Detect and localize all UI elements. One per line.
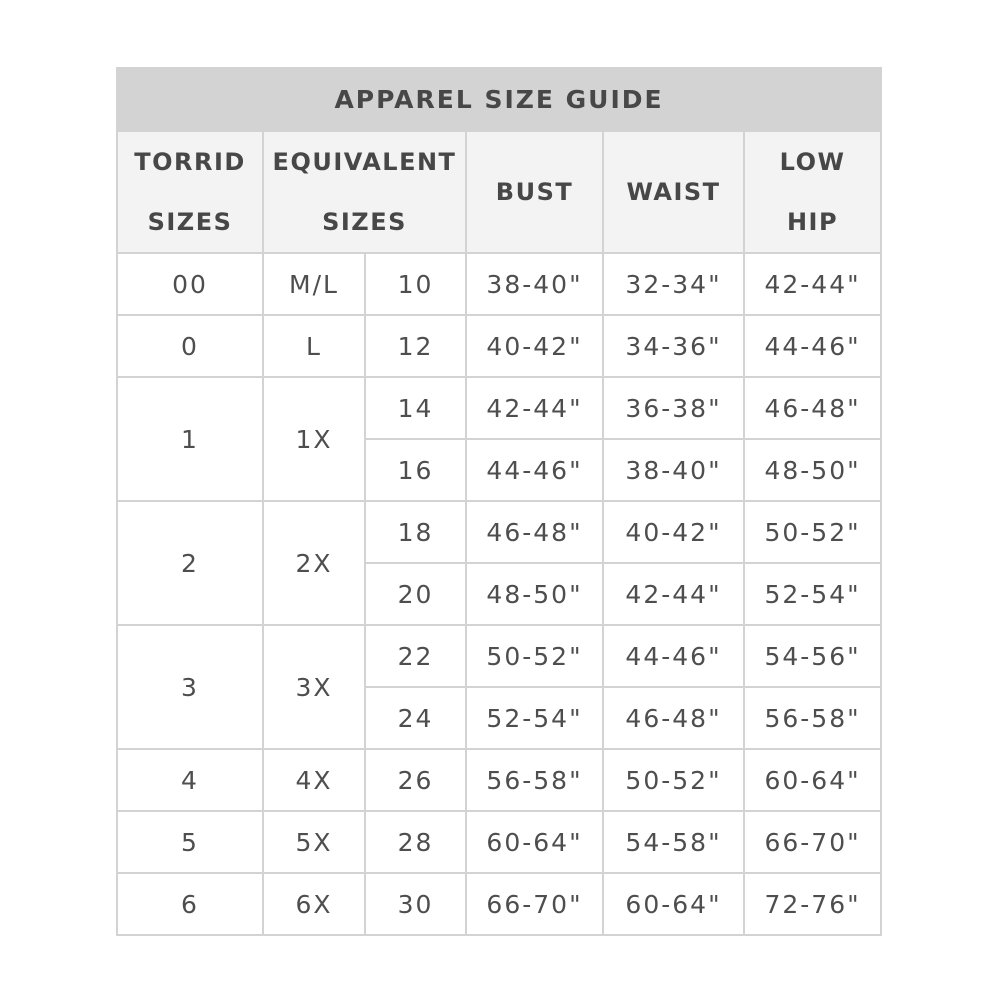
table-row xyxy=(117,749,881,811)
waist-cell: 54-58" xyxy=(603,811,744,873)
numeric-size-cell: 16 xyxy=(365,439,466,501)
header-bust: BUST xyxy=(466,131,603,253)
bust-cell: 42-44" xyxy=(466,377,603,439)
equivalent-size-cell: 5X xyxy=(263,811,365,873)
numeric-size-cell: 14 xyxy=(365,377,466,439)
bust-cell: 52-54" xyxy=(466,687,603,749)
low-hip-cell: 48-50" xyxy=(744,439,881,501)
bust-cell: 46-48" xyxy=(466,501,603,563)
waist-cell: 46-48" xyxy=(603,687,744,749)
bust-cell: 56-58" xyxy=(466,749,603,811)
table-row xyxy=(117,315,881,377)
low-hip-cell: 50-52" xyxy=(744,501,881,563)
numeric-size-cell: 18 xyxy=(365,501,466,563)
torrid-size-cell: 00 xyxy=(117,253,263,315)
numeric-size-cell: 28 xyxy=(365,811,466,873)
header-equivalent-sizes-line2: SIZES xyxy=(322,208,407,236)
numeric-size-cell: 26 xyxy=(365,749,466,811)
header-low-hip-line1: LOW xyxy=(779,148,846,176)
equivalent-size-cell: 1X xyxy=(263,377,365,501)
low-hip-cell: 72-76" xyxy=(744,873,881,935)
bust-cell: 44-46" xyxy=(466,439,603,501)
waist-cell: 38-40" xyxy=(603,439,744,501)
numeric-size-cell: 22 xyxy=(365,625,466,687)
numeric-size-cell: 24 xyxy=(365,687,466,749)
equivalent-size-cell: L xyxy=(263,315,365,377)
header-low-hip xyxy=(744,131,881,253)
low-hip-cell: 52-54" xyxy=(744,563,881,625)
torrid-size-cell: 6 xyxy=(117,873,263,935)
header-torrid-sizes xyxy=(117,131,263,253)
waist-cell: 50-52" xyxy=(603,749,744,811)
equivalent-size-cell: M/L xyxy=(263,253,365,315)
numeric-size-cell: 30 xyxy=(365,873,466,935)
equivalent-size-cell: 2X xyxy=(263,501,365,625)
torrid-size-cell: 4 xyxy=(117,749,263,811)
low-hip-cell: 42-44" xyxy=(744,253,881,315)
equivalent-size-cell: 4X xyxy=(263,749,365,811)
header-low-hip-line2: HIP xyxy=(786,208,839,236)
waist-cell: 44-46" xyxy=(603,625,744,687)
header-torrid-sizes-line1: TORRID xyxy=(134,148,246,176)
equivalent-size-cell: 6X xyxy=(263,873,365,935)
torrid-size-cell: 1 xyxy=(117,377,263,501)
table-title: APPAREL SIZE GUIDE xyxy=(117,68,881,131)
size-guide-table xyxy=(116,67,882,936)
bust-cell: 60-64" xyxy=(466,811,603,873)
table-row xyxy=(117,377,881,439)
table-row xyxy=(117,253,881,315)
title-row xyxy=(117,68,881,131)
torrid-size-cell: 5 xyxy=(117,811,263,873)
waist-cell: 32-34" xyxy=(603,253,744,315)
torrid-size-cell: 2 xyxy=(117,501,263,625)
numeric-size-cell: 20 xyxy=(365,563,466,625)
table-row xyxy=(117,811,881,873)
waist-cell: 40-42" xyxy=(603,501,744,563)
low-hip-cell: 60-64" xyxy=(744,749,881,811)
header-waist: WAIST xyxy=(603,131,744,253)
low-hip-cell: 56-58" xyxy=(744,687,881,749)
header-equivalent-sizes xyxy=(263,131,466,253)
low-hip-cell: 66-70" xyxy=(744,811,881,873)
bust-cell: 40-42" xyxy=(466,315,603,377)
table-row xyxy=(117,873,881,935)
numeric-size-cell: 10 xyxy=(365,253,466,315)
waist-cell: 34-36" xyxy=(603,315,744,377)
bust-cell: 48-50" xyxy=(466,563,603,625)
waist-cell: 36-38" xyxy=(603,377,744,439)
torrid-size-cell: 0 xyxy=(117,315,263,377)
low-hip-cell: 44-46" xyxy=(744,315,881,377)
header-torrid-sizes-line2: SIZES xyxy=(147,208,233,236)
waist-cell: 42-44" xyxy=(603,563,744,625)
bust-cell: 50-52" xyxy=(466,625,603,687)
bust-cell: 66-70" xyxy=(466,873,603,935)
table-row xyxy=(117,625,881,687)
waist-cell: 60-64" xyxy=(603,873,744,935)
torrid-size-cell: 3 xyxy=(117,625,263,749)
bust-cell: 38-40" xyxy=(466,253,603,315)
table-row xyxy=(117,501,881,563)
equivalent-size-cell: 3X xyxy=(263,625,365,749)
numeric-size-cell: 12 xyxy=(365,315,466,377)
header-equivalent-sizes-line1: EQUIVALENT xyxy=(272,148,457,176)
low-hip-cell: 46-48" xyxy=(744,377,881,439)
low-hip-cell: 54-56" xyxy=(744,625,881,687)
header-row xyxy=(117,131,881,253)
